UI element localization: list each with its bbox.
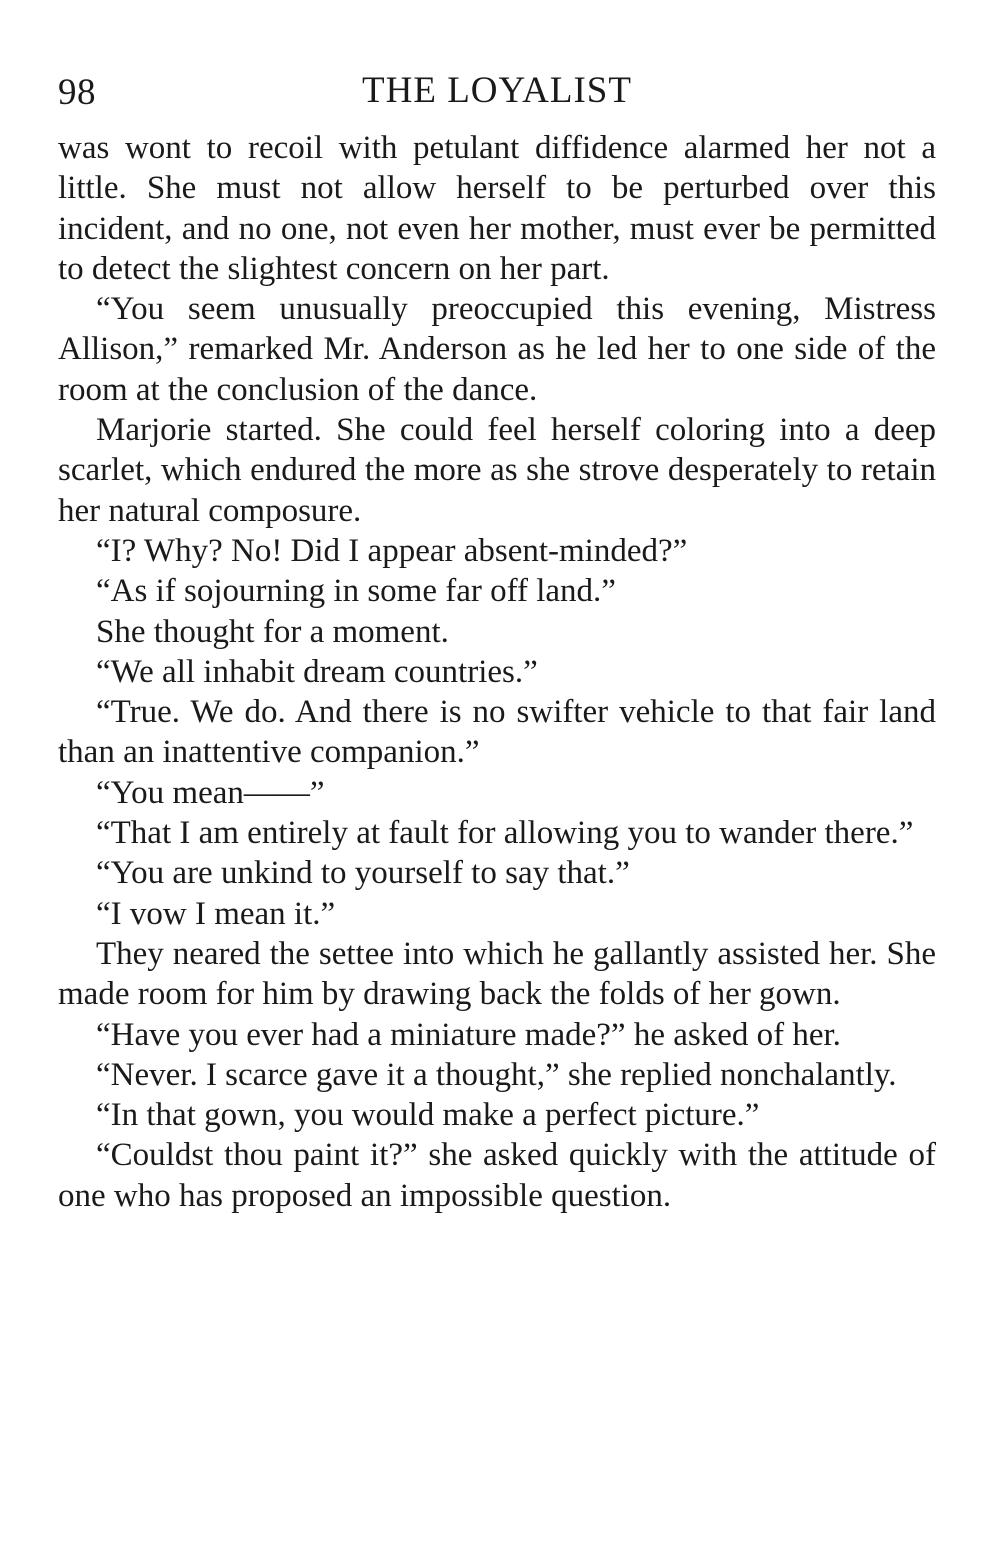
paragraph: “You mean——” — [96, 774, 325, 811]
paragraph: They neared the settee into which he gallantly assisted her. She made room for him by drawing back the folds of her gown. — [58, 935, 936, 1013]
paragraph: Marjorie started. She could feel herself coloring into a deep scarlet, which endured the more as she strove desperately to retain her natural composure. — [58, 412, 936, 529]
paragraph: “In that gown, you would make a perfect picture.” — [96, 1097, 760, 1134]
running-title: THE LOYALIST — [362, 70, 632, 111]
paragraph: “Couldst thou paint it?” she asked quickly with the attitude of one who has proposed an impossible question. — [58, 1137, 936, 1214]
paragraph: “True. We do. And there is no swifter vehicle to that fair land than an inattentive companion.” — [58, 694, 936, 771]
book-page — [58, 60, 936, 1216]
paragraph: was wont to recoil with petulant diffidence alarmed her not a little. She must not allow herself to be perturbed over this incident, and no one, not even her mother, must ever be permitted to detect the slightest concern on her part. — [58, 130, 936, 287]
paragraph: She thought for a moment. — [96, 613, 449, 650]
paragraph: “Never. I scarce gave it a thought,” she replied nonchalantly. — [96, 1056, 897, 1093]
body-text — [58, 128, 936, 1216]
running-head — [58, 60, 936, 122]
paragraph: “You are unkind to yourself to say that.” — [96, 855, 630, 892]
paragraph: “Have you ever had a miniature made?” he asked of her. — [96, 1016, 841, 1053]
page-number: 98 — [58, 72, 96, 113]
paragraph: “I? Why? No! Did I appear absent-minded?” — [96, 532, 688, 569]
paragraph: “You seem unusually preoccupied this evening, Mistress Allison,” remarked Mr. Anderson as he led her to one side of the room at the conclusion of the dance. — [58, 291, 936, 408]
paragraph: “That I am entirely at fault for allowing you to wander there.” — [96, 815, 914, 852]
paragraph: “As if sojourning in some far off land.” — [96, 573, 616, 610]
paragraph: “I vow I mean it.” — [96, 895, 336, 932]
paragraph: “We all inhabit dream countries.” — [96, 653, 538, 690]
